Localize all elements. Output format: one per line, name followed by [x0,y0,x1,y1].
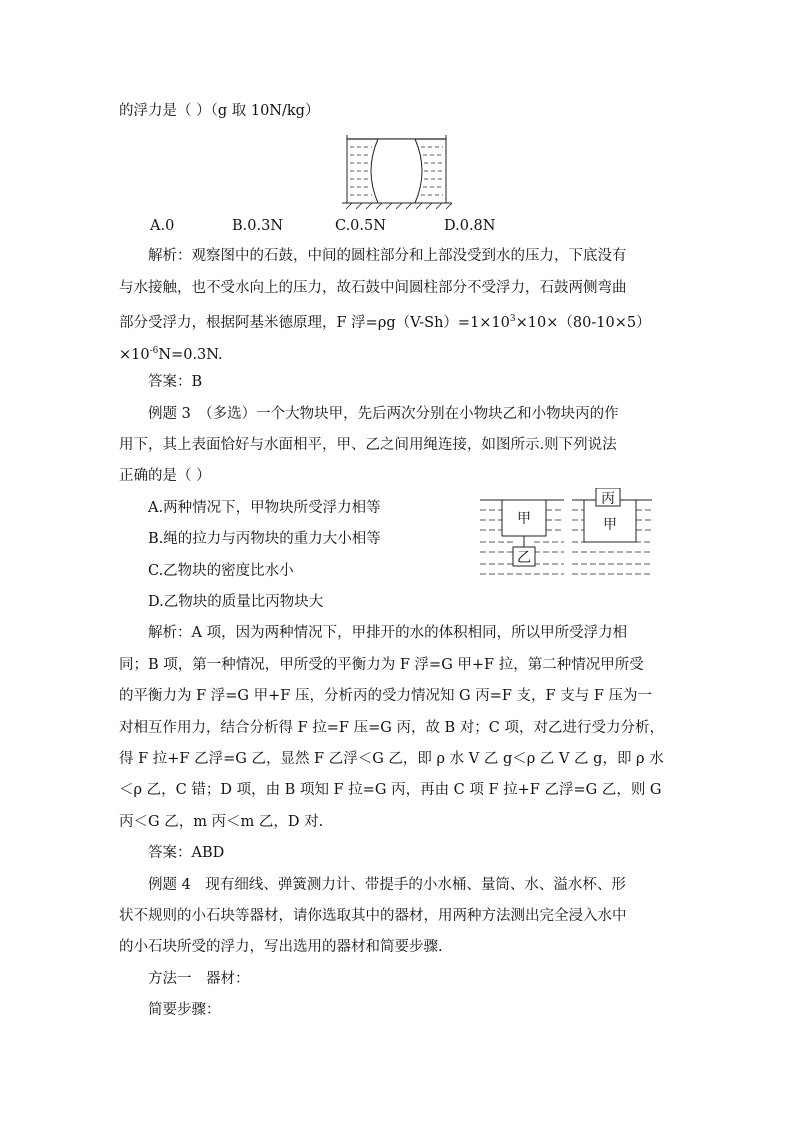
q2-option-d: D.0.8N [444,218,496,234]
block-figure [476,488,666,578]
q3-option-b: B.绳的拉力与丙物块的重力大小相等 [148,531,381,547]
q3-answer: 答案：ABD [148,845,225,861]
q3-analysis-line: 对相互作用力，结合分析得 F 拉=F 压=G 丙，故 B 对；C 项，对乙进行受力分析， [119,720,665,736]
q3-analysis-line: 解析：A 项，因为两种情况下，甲排开的水的体积相同，所以甲所受浮力相 [148,625,628,641]
q4-stem-line: 的小石块所受的浮力，写出选用的器材和简要步骤. [119,939,443,955]
q2-option-b: B.0.3N [232,218,284,234]
stone-drum [371,139,422,203]
q3-stem-line: 正确的是（ ） [119,468,211,484]
q2-analysis-line: 部分受浮力，根据阿基米德原理，F 浮$=\rho g(V-Sh)=1\times 10^3\times 10\times(80-10\times 5)$ [119,314,651,331]
label-yi: 乙 [517,550,531,566]
q4-stem-line: 例题 4 现有细线、弹簧测力计、带提手的小水桶、量筒、水、溢水杯、形 [148,877,626,893]
q3-analysis-line: 得 F 拉+F 乙浮=G 乙，显然 F 乙浮＜G 乙，即 ρ 水 V 乙 g＜ρ 乙 V 乙 g，即 ρ 水 [119,751,664,767]
q2-option-c: C.0.5N [335,218,386,234]
label-jia-left: 甲 [517,511,531,527]
q3-analysis-line: ＜ρ 乙，C 错；D 项，由 B 项知 F 拉=G 丙，再由 C 项 F 拉+F 乙浮=G 乙，则 G [119,782,662,798]
q3-option-c: C.乙物块的密度比水小 [148,563,294,579]
q2-analysis-line: 与水接触，也不受水向上的压力，故石鼓中间圆柱部分不受浮力，石鼓两侧弯曲 [119,280,627,296]
label-bing: 丙 [601,491,615,507]
q4-stem-line: 状不规则的小石块等器材，请你选取其中的器材，用两种方法测出完全浸入水中 [119,908,627,924]
q3-stem-line: 例题 3 （多选）一个大物块甲，先后两次分别在小物块乙和小物块丙的作 [148,406,619,422]
q2-analysis-line: $\times 10^{-6}N=0.3N$. [119,346,223,363]
q3-option-d: D.乙物块的质量比丙物块大 [148,594,324,610]
q3-option-a: A.两种情况下，甲物块所受浮力相等 [148,500,381,516]
q4-steps-label: 简要步骤： [148,1002,221,1018]
q2-answer: 答案：B [148,374,203,390]
q3-analysis-line: 的平衡力为 F 浮=G 甲+F 压，分析丙的受力情况知 G 丙=F 支，F 支与 F 压为一 [119,688,653,704]
label-jia-right: 甲 [603,517,617,533]
q3-analysis-line: 同；B 项，第一种情况，甲所受的平衡力为 F 浮=G 甲+F 拉，第二种情况甲所受 [119,657,644,673]
q3-stem-line: 用下，其上表面恰好与水面相平，甲、乙之间用绳连接，如图所示.则下列说法 [119,437,617,453]
q3-analysis-line: 丙＜G 乙，m 丙＜m 乙，D 对. [119,814,324,830]
q2-analysis-line: 解析：观察图中的石鼓，中间的圆柱部分和上部没受到水的压力，下底没有 [148,248,627,264]
stone-drum-figure [342,133,452,213]
q2-stem: 的浮力是（ ）（g 取 10N/kg） [119,103,320,119]
q2-option-a: A.0 [150,218,175,234]
q4-method-label: 方法一 器材： [148,971,250,987]
